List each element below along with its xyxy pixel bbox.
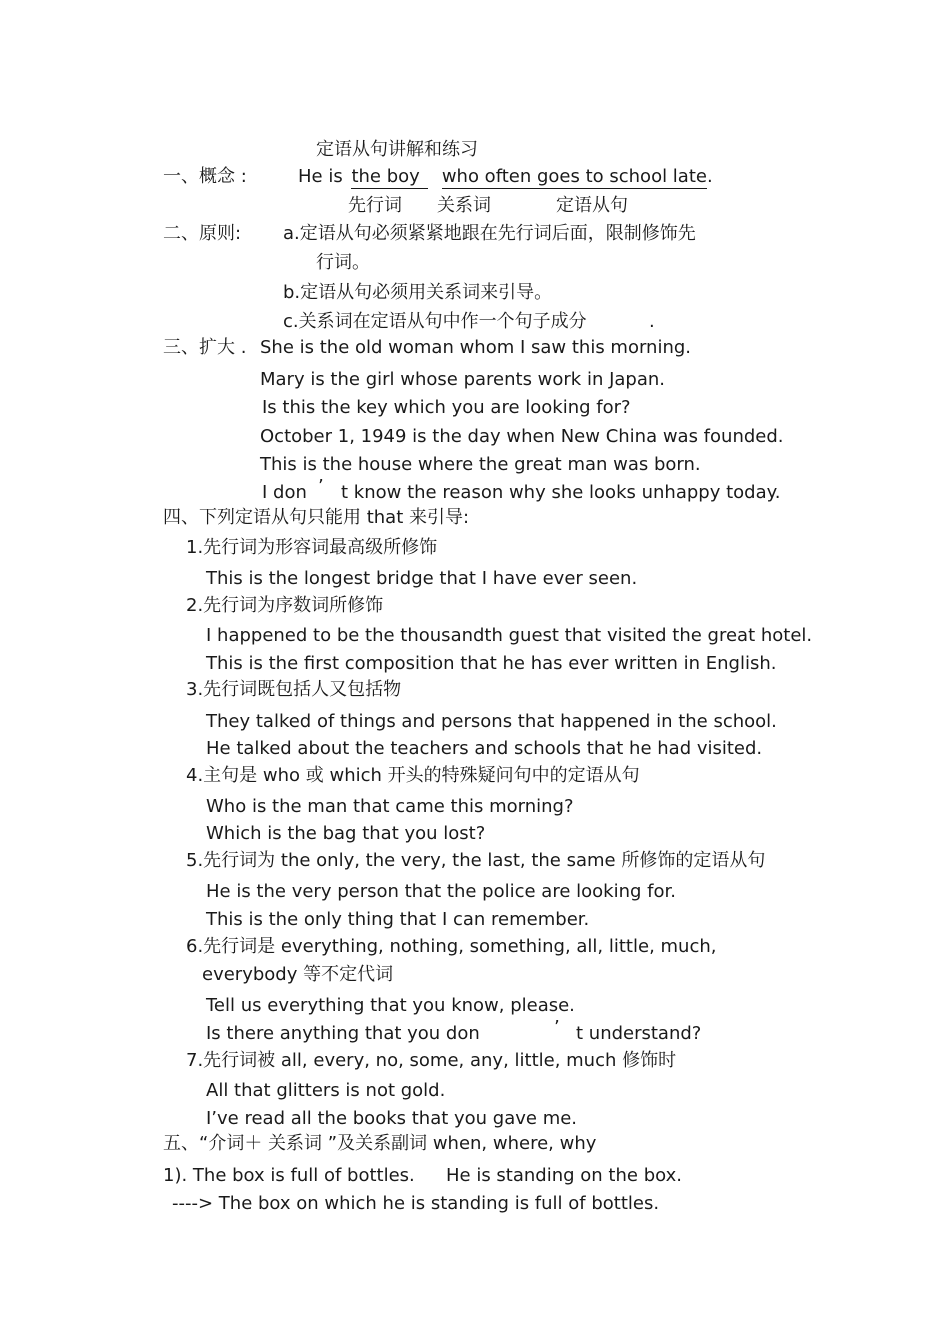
- expand-example-6-apostrophe: ’: [318, 476, 324, 497]
- expand-example-6c: t know the reason why she looks unhappy today.: [341, 482, 781, 503]
- rule-2: 2.先行词为序数词所修饰: [186, 595, 384, 616]
- expand-example-5: This is the house where the great man was born.: [260, 454, 701, 475]
- prep-example-1b: He is standing on the box.: [446, 1165, 682, 1186]
- rule-5-example-1: He is the very person that the police are looking for.: [206, 881, 676, 902]
- rule-3: 3.先行词既包括人又包括物: [186, 679, 402, 700]
- concept-sentence: [298, 166, 713, 188]
- rule-1: 1.先行词为形容词最高级所修饰: [186, 537, 438, 558]
- principle-c: c.关系词在定语从句中作一个句子成分: [283, 311, 587, 332]
- rule-2-example-2: This is the first composition that he has ever written in English.: [206, 653, 777, 674]
- expand-example-2: Mary is the girl whose parents work in Japan.: [260, 369, 665, 390]
- rule-6-example-1: Tell us everything that you know, please.: [206, 995, 575, 1016]
- rule-6-example-2a: Is there anything that you don: [206, 1023, 480, 1044]
- principle-a-line1: a.定语从句必须紧紧地跟在先行词后面，限制修饰先: [283, 223, 696, 244]
- concept-period: .: [706, 166, 713, 187]
- rule-5: 5.先行词为 the only, the very, the last, the same 所修饰的定语从句: [186, 850, 766, 871]
- rule-7: 7.先行词被 all, every, no, some, any, little, much 修饰时: [186, 1050, 677, 1071]
- concept-he-is: He is: [298, 166, 343, 187]
- rule-6-line2: everybody 等不定代词: [202, 964, 394, 985]
- expand-example-4: October 1, 1949 is the day when New China was founded.: [260, 426, 784, 447]
- prep-example-1a: 1). The box is full of bottles.: [163, 1165, 415, 1186]
- rule-3-example-1: They talked of things and persons that happened in the school.: [206, 711, 777, 732]
- rule-4-example-1: Who is the man that came this morning?: [206, 796, 574, 817]
- label-relative-word: 关系词: [437, 195, 491, 216]
- label-attributive-clause: 定语从句: [556, 195, 628, 216]
- principle-c-end: .: [649, 311, 655, 332]
- principle-b: b.定语从句必须用关系词来引导。: [283, 282, 553, 303]
- principle-label: 二、原则:: [163, 223, 242, 244]
- rule-2-example-1: I happened to be the thousandth guest that visited the great hotel.: [206, 625, 813, 646]
- rule-4: 4.主句是 who 或 which 开头的特殊疑问句中的定语从句: [186, 765, 640, 786]
- rule-6-example-2c: t understand?: [576, 1023, 702, 1044]
- rule-3-example-2: He talked about the teachers and schools that he had visited.: [206, 738, 763, 759]
- antecedent-underlined: the boy: [351, 166, 427, 189]
- prep-example-1-result: ----> The box on which he is standing is full of bottles.: [172, 1193, 660, 1214]
- expand-label: 三、扩大 .: [163, 337, 247, 358]
- expand-example-6a: I don: [262, 482, 307, 503]
- that-only-heading: 四、下列定语从句只能用 that 来引导:: [163, 507, 470, 528]
- rule-7-example-2: I’ve read all the books that you gave me.: [206, 1108, 578, 1129]
- rule-6-line1: 6.先行词是 everything, nothing, something, all, little, much,: [186, 936, 717, 957]
- rule-5-example-2: This is the only thing that I can remember.: [206, 909, 590, 930]
- rule-1-example: This is the longest bridge that I have ever seen.: [206, 568, 638, 589]
- rule-6-example-2-apostrophe: ’: [554, 1017, 560, 1038]
- rule-7-example-1: All that glitters is not gold.: [206, 1080, 446, 1101]
- label-antecedent: 先行词: [348, 195, 402, 216]
- page-title: 定语从句讲解和练习: [316, 139, 478, 160]
- prep-heading: 五、“介词＋ 关系词 ”及关系副词 when, where, why: [163, 1133, 597, 1154]
- principle-a-line2: 行词。: [316, 252, 370, 273]
- clause-underlined: who often goes to school late: [441, 166, 707, 187]
- expand-example-3: Is this the key which you are looking for?: [262, 397, 631, 418]
- concept-label: 一、概念 :: [163, 166, 247, 187]
- expand-example-1: She is the old woman whom I saw this morning.: [260, 337, 692, 358]
- rule-4-example-2: Which is the bag that you lost?: [206, 823, 486, 844]
